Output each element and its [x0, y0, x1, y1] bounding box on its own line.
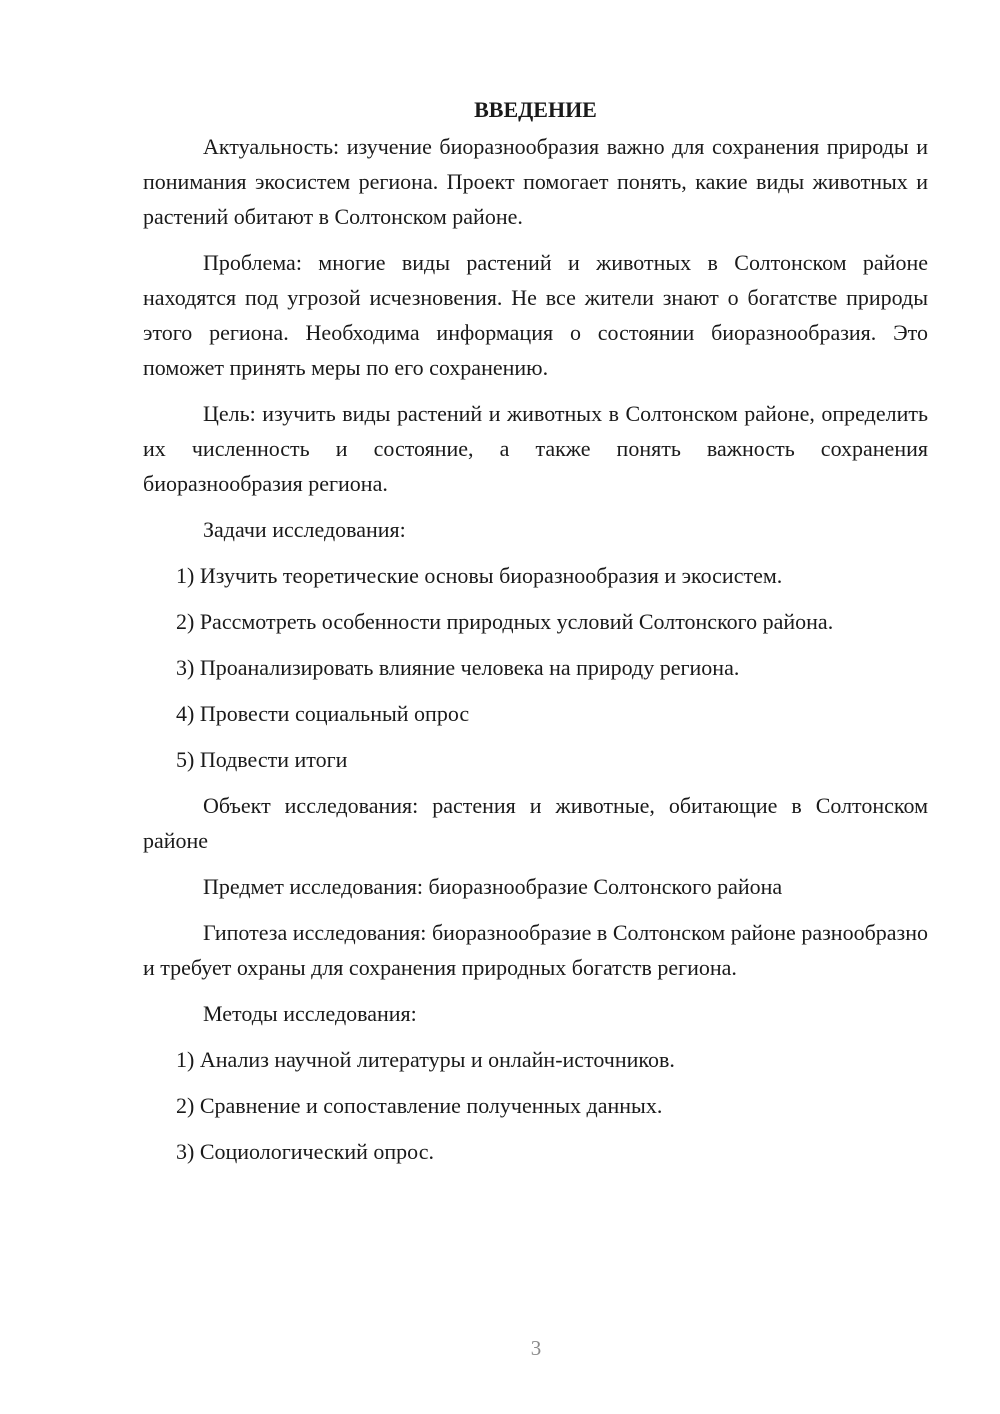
- method-item: 1) Анализ научной литературы и онлайн-источников.: [176, 1047, 675, 1072]
- task-item: 5) Подвести итоги: [176, 747, 348, 772]
- tasks-label: Задачи исследования:: [203, 517, 406, 542]
- task-item: 2) Рассмотреть особенности природных условий Солтонского района.: [176, 609, 834, 634]
- method-item: 3) Социологический опрос.: [176, 1139, 434, 1164]
- methods-label: Методы исследования:: [203, 1001, 417, 1026]
- hypothesis-paragraph: Гипотеза исследования: биоразнообразие в Солтонском районе разнообразно и требует охраны для сохранения природных богатств региона.: [143, 920, 928, 980]
- problem-paragraph: Проблема: многие виды растений и животных в Солтонском районе находятся под угрозой исчезновения. Не все жители знают о богатстве природы этого региона. Необходима информация о состоянии биоразнообразия. Это поможет принять меры по его сохранению.: [143, 250, 928, 380]
- section-heading: ВВЕДЕНИЕ: [474, 97, 597, 122]
- task-item: 3) Проанализировать влияние человека на природу региона.: [176, 655, 740, 680]
- page-number: 3: [530, 1336, 542, 1360]
- relevance-paragraph: Актуальность: изучение биоразнообразия важно для сохранения природы и понимания экосистем региона. Проект помогает понять, какие виды животных и растений обитают в Солтонском районе.: [143, 134, 928, 229]
- subject-paragraph: Предмет исследования: биоразнообразие Солтонского района: [203, 874, 783, 899]
- method-item: 2) Сравнение и сопоставление полученных данных.: [176, 1093, 663, 1118]
- object-paragraph: Объект исследования: растения и животные, обитающие в Солтонском районе: [143, 793, 928, 853]
- goal-paragraph: Цель: изучить виды растений и животных в Солтонском районе, определить их численность и состояние, а также понять важность сохранения биоразнообразия региона.: [143, 401, 928, 496]
- task-item: 1) Изучить теоретические основы биоразнообразия и экосистем.: [176, 563, 783, 588]
- page-content: [143, 92, 928, 1180]
- task-item: 4) Провести социальный опрос: [176, 701, 470, 726]
